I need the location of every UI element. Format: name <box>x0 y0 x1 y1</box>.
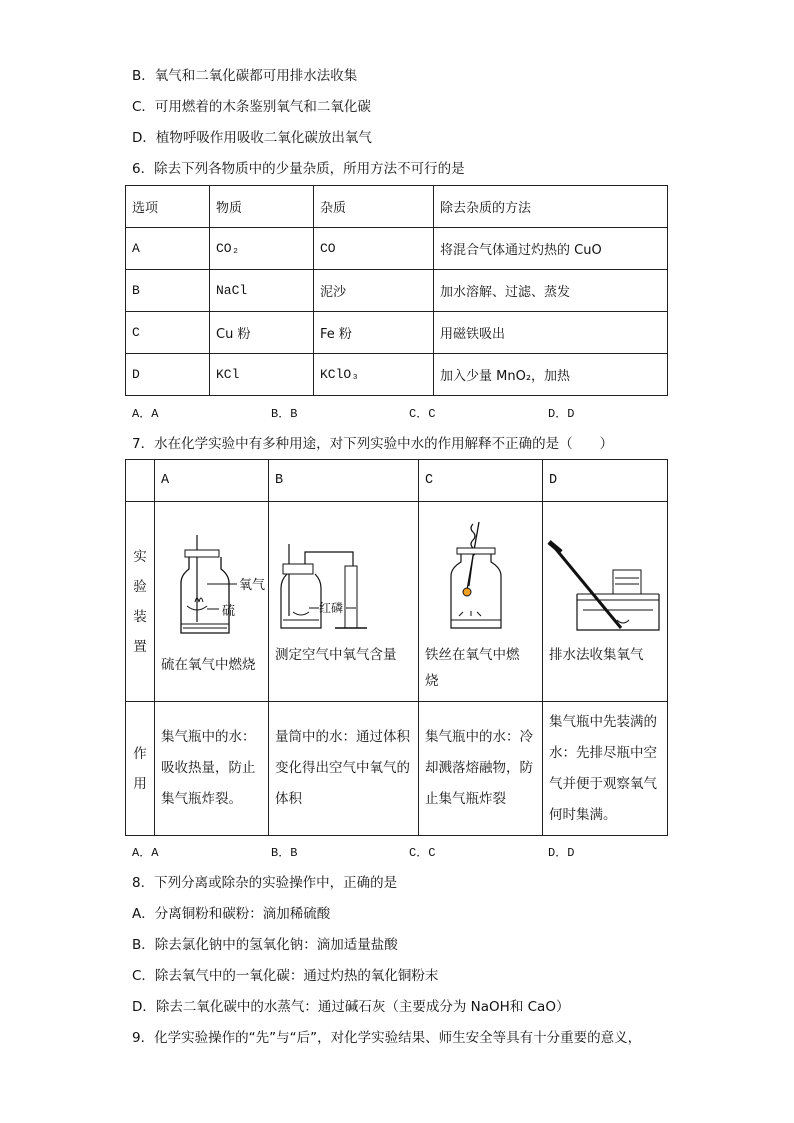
q7-table <box>125 459 668 836</box>
water-displacement-diagram <box>543 528 668 648</box>
row-label-usage: 作 用 <box>126 702 155 836</box>
table-row <box>126 502 668 702</box>
caption-c: 铁丝在氧气中燃烧 <box>425 647 520 689</box>
header-cell: D <box>543 460 668 502</box>
q7-answer-c: C．C <box>409 846 436 860</box>
header-cell: 杂质 <box>314 186 434 228</box>
table-row <box>126 270 668 312</box>
caption-a: 硫在氧气中燃烧 <box>161 657 256 673</box>
diagram-label-red-phosphorus: 红磷 <box>319 601 344 615</box>
table-row <box>126 228 668 270</box>
header-cell: 物质 <box>210 186 314 228</box>
q5-option-d: D．植物呼吸作用吸收二氧化碳放出氧气 <box>132 130 372 146</box>
table-cell: CO₂ <box>210 228 314 270</box>
apparatus-cell-c <box>419 502 543 702</box>
diagram-label-sulfur: 硫 <box>222 604 236 619</box>
diagram-label-oxygen: 氧气 <box>239 578 266 593</box>
apparatus-cell-b <box>269 502 419 702</box>
q8-option-d: D．除去二氧化碳中的水蒸气：通过碱石灰（主要成分为 NaOH和 CaO） <box>132 999 570 1015</box>
apparatus-cell-a <box>155 502 269 702</box>
row-label-apparatus: 实 验 装 置 <box>126 502 155 702</box>
q8-stem: 8．下列分离或除杂的实验操作中，正确的是 <box>132 875 398 891</box>
usage-cell-b: 量筒中的水：通过体积变化得出空气中氧气的体积 <box>269 702 419 836</box>
caption-d: 排水法收集氧气 <box>549 647 644 663</box>
apparatus-cell-d <box>543 502 668 702</box>
q9-stem: 9．化学实验操作的“先”与“后”，对化学实验结果、师生安全等具有十分重要的意义， <box>132 1030 642 1046</box>
table-cell: 用磁铁吸出 <box>434 312 668 354</box>
iron-burning-diagram <box>419 516 543 646</box>
header-cell: 除去杂质的方法 <box>434 186 668 228</box>
table-cell: KCl <box>210 354 314 396</box>
table-cell: D <box>126 354 210 396</box>
table-cell: Cu 粉 <box>210 312 314 354</box>
table-row <box>126 312 668 354</box>
q6-stem: 6．除去下列各物质中的少量杂质，所用方法不可行的是 <box>132 161 465 177</box>
table-cell: C <box>126 312 210 354</box>
table-cell: CO <box>314 228 434 270</box>
table-row <box>126 354 668 396</box>
q8-option-c: C．除去氧气中的一氧化碳：通过灼热的氧化铜粉末 <box>132 968 439 984</box>
q8-option-b: B．除去氯化钠中的氢氧化钠：滴加适量盐酸 <box>132 937 398 953</box>
table-cell: 加水溶解、过滤、蒸发 <box>434 270 668 312</box>
q6-answer-d: D．D <box>548 407 575 421</box>
q5-option-c: C．可用燃着的木条鉴别氧气和二氧化碳 <box>132 99 371 115</box>
header-cell: B <box>269 460 419 502</box>
q6-answer-c: C．C <box>409 407 436 421</box>
table-cell: A <box>126 228 210 270</box>
usage-cell-a: 集气瓶中的水：吸收热量，防止集气瓶炸裂。 <box>155 702 269 836</box>
usage-cell-c: 集气瓶中的水：冷却溅落熔融物，防止集气瓶炸裂 <box>419 702 543 836</box>
q5-option-b: B．氧气和二氧化碳都可用排水法收集 <box>132 68 358 84</box>
q7-stem: 7．水在化学实验中有多种用途，对下列实验中水的作用解释不正确的是（ ） <box>132 436 614 452</box>
q7-answer-d: D．D <box>548 846 575 860</box>
table-header-row <box>126 460 668 502</box>
table-row <box>126 702 668 836</box>
q6-answer-b: B．B <box>271 407 298 421</box>
q7-answer-b: B．B <box>271 846 298 860</box>
q6-answer-a: A．A <box>132 407 159 421</box>
table-cell: Fe 粉 <box>314 312 434 354</box>
table-header-row <box>126 186 668 228</box>
q7-answer-a: A．A <box>132 846 159 860</box>
table-cell: 泥沙 <box>314 270 434 312</box>
table-cell: 加入少量 MnO₂，加热 <box>434 354 668 396</box>
header-cell: A <box>155 460 269 502</box>
header-cell: C <box>419 460 543 502</box>
header-cell: 选项 <box>126 186 210 228</box>
table-cell: NaCl <box>210 270 314 312</box>
q6-table <box>125 185 668 396</box>
table-cell: 将混合气体通过灼热的 CuO <box>434 228 668 270</box>
usage-cell-d: 集气瓶中先装满的水：先排尽瓶中空气并便于观察氧气何时集满。 <box>543 702 668 836</box>
caption-b: 测定空气中氧气含量 <box>275 647 397 663</box>
table-cell: B <box>126 270 210 312</box>
q8-option-a: A．分离铜粉和碳粉：滴加稀硫酸 <box>132 906 331 922</box>
table-cell: KClO₃ <box>314 354 434 396</box>
